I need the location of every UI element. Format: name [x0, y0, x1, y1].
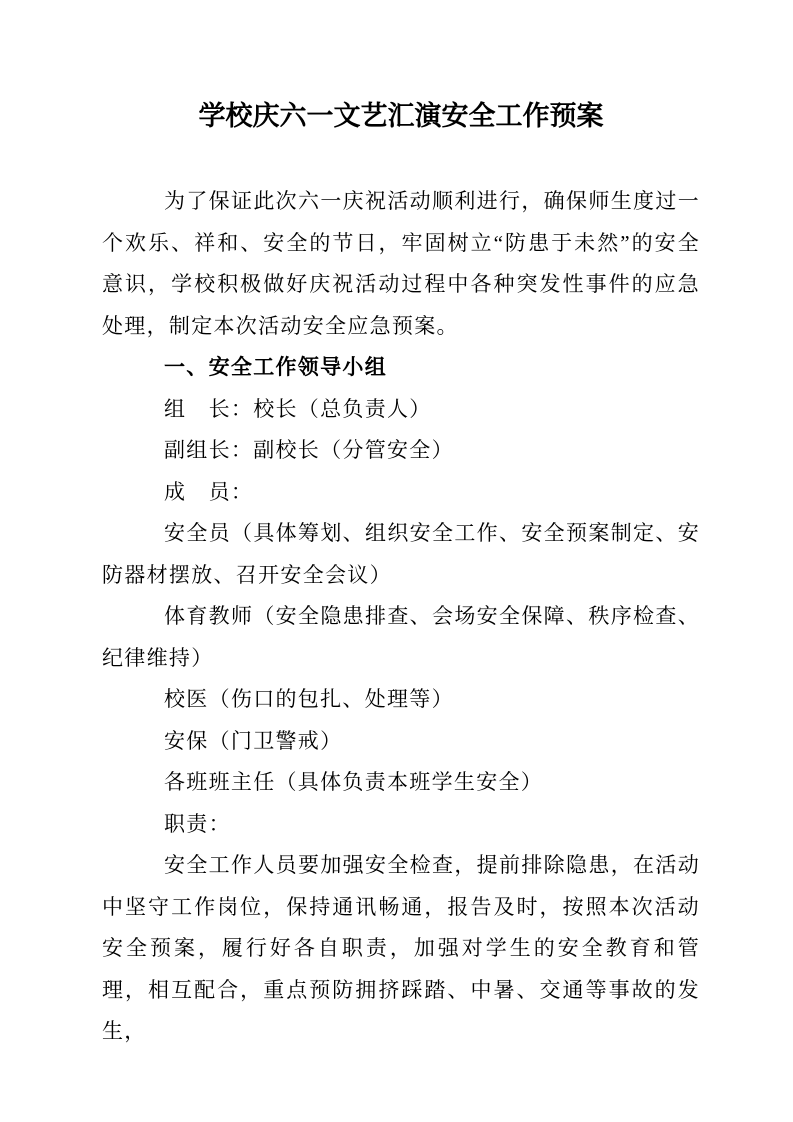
document-body: [102, 181, 700, 1053]
section-heading-leading-group: 一、安全工作领导小组: [164, 355, 387, 379]
member-school-doctor-line: 校医（伤口的包扎、处理等）: [164, 687, 454, 711]
member-safety-officer-line: 安全员（具体筹划、组织安全工作、安全预案制定、安防器材摆放、召开安全会议）: [102, 521, 700, 587]
deputy-leader-line: 副组长：副校长（分管安全）: [164, 438, 454, 462]
duties-label-line: 职责：: [164, 811, 231, 836]
duties-paragraph: 安全工作人员要加强安全检查，提前排除隐患，在活动中坚守工作岗位，保持通讯畅通，报告及时，按照本次活动安全预案，履行好各自职责，加强对学生的安全教育和管理，相互配合，重点预防拥挤踩踏、中暑、交通等事故的发生，: [102, 853, 700, 1043]
member-security-line: 安保（门卫警戒）: [164, 728, 343, 753]
member-pe-teachers-line: 体育教师（安全隐患排查、会场安全保障、秩序检查、纪律维持）: [102, 604, 700, 670]
group-leader-line: 组 长：校长（总负责人）: [164, 396, 432, 421]
members-label-line: 成 员：: [164, 479, 254, 504]
member-class-teachers-line: 各班班主任（具体负责本班学生安全）: [164, 770, 544, 794]
document-title: 学校庆六一文艺汇演安全工作预案: [198, 101, 604, 131]
intro-paragraph: 为了保证此次六一庆祝活动顺利进行，确保师生度过一个欢乐、祥和、安全的节日，牢固树立“防患于未然”的安全意识，学校积极做好庆祝活动过程中各种突发性事件的应急处理，制定本次活动安全应急预案。: [102, 189, 700, 338]
